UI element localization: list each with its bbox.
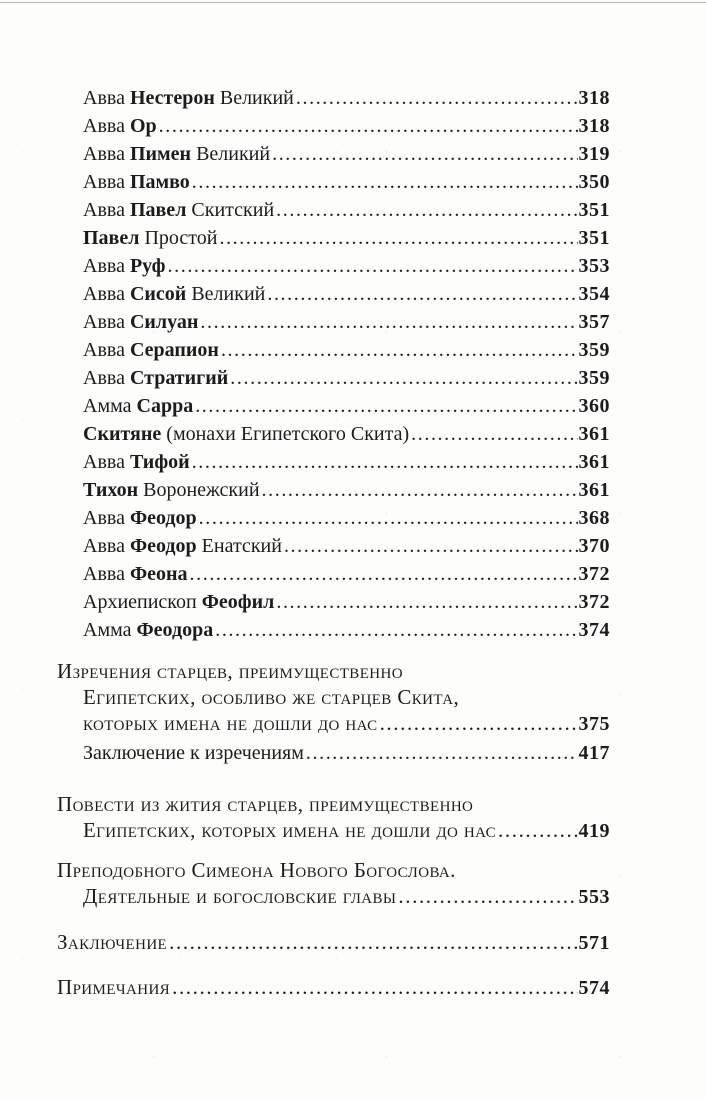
dot-leader bbox=[172, 974, 577, 1000]
page-number: 351 bbox=[578, 227, 610, 249]
page-number: 417 bbox=[578, 742, 610, 764]
entry-name: Серапион bbox=[129, 339, 219, 361]
dot-leader bbox=[192, 168, 578, 196]
entry-name: Павел bbox=[83, 227, 140, 249]
dot-leader bbox=[169, 929, 577, 955]
dot-leader bbox=[200, 308, 577, 336]
toc-entry bbox=[83, 336, 610, 364]
entry-name: Нестерон bbox=[129, 87, 215, 109]
page-number: 354 bbox=[578, 283, 610, 305]
dot-leader bbox=[190, 560, 578, 588]
entry-text: Авва Нестерон Великий bbox=[83, 87, 294, 109]
page-number: 553 bbox=[578, 886, 610, 908]
page-number: 571 bbox=[578, 932, 610, 954]
toc-entry bbox=[83, 448, 610, 476]
entry-name: Феона bbox=[129, 563, 188, 585]
dot-leader bbox=[380, 710, 578, 736]
dot-leader bbox=[296, 84, 578, 112]
dot-leader bbox=[267, 280, 577, 308]
dot-leader bbox=[276, 588, 577, 616]
dot-leader bbox=[272, 140, 577, 168]
entry-text: Авва Ор bbox=[83, 115, 157, 137]
toc-section-izrecheniya bbox=[57, 658, 610, 767]
toc-entry bbox=[83, 420, 610, 448]
page-number: 350 bbox=[578, 171, 610, 193]
dot-leader bbox=[219, 224, 577, 252]
entry-name: Тифой bbox=[129, 451, 190, 473]
entry-text: Авва Серапион bbox=[83, 339, 219, 361]
entry-name: Сисой bbox=[129, 283, 187, 305]
scan-top-edge-artifact bbox=[0, 2, 706, 3]
page-number: 372 bbox=[578, 591, 610, 613]
dot-leader bbox=[192, 448, 578, 476]
dot-leader bbox=[498, 817, 577, 843]
entry-text: Авва Феодор Енатский bbox=[83, 535, 282, 557]
toc-section-primechaniya: Примечания ..... 574 bbox=[57, 974, 610, 1001]
entry-name: Павел bbox=[129, 199, 187, 221]
page-number: 361 bbox=[578, 479, 610, 501]
page-number: 374 bbox=[578, 619, 610, 641]
toc-entry bbox=[83, 112, 610, 140]
toc-entry bbox=[83, 504, 610, 532]
dot-leader bbox=[195, 392, 577, 420]
entry-text: Амма Феодора bbox=[83, 619, 214, 641]
page-number: 375 bbox=[578, 713, 610, 735]
table-of-contents bbox=[57, 84, 610, 1001]
toc-entry bbox=[83, 280, 610, 308]
entry-text: Авва Павел Скитский bbox=[83, 199, 275, 221]
toc-entry bbox=[83, 140, 610, 168]
dot-leader bbox=[159, 112, 578, 140]
toc-entry bbox=[83, 308, 610, 336]
entry-name: Феофил bbox=[201, 591, 275, 613]
page-number: 361 bbox=[578, 451, 610, 473]
toc-entry bbox=[83, 476, 610, 504]
toc-section-povesti bbox=[57, 791, 610, 844]
entry-name: Феодор bbox=[129, 535, 197, 557]
entry-text: Авва Стратигий bbox=[83, 367, 229, 389]
page-number: 370 bbox=[578, 535, 610, 557]
toc-entry bbox=[83, 392, 610, 420]
toc-entry bbox=[83, 252, 610, 280]
entry-name: Ор bbox=[129, 115, 157, 137]
section-heading-line: Деятельные и богословские главы ..... 553 bbox=[83, 883, 610, 910]
entry-text: Авва Пимен Великий bbox=[83, 143, 271, 165]
entry-text: Авва Феона bbox=[83, 563, 188, 585]
entry-name: Стратигий bbox=[129, 367, 229, 389]
dot-leader bbox=[215, 616, 577, 644]
entry-text: Авва Силуан bbox=[83, 311, 199, 333]
page-number: 372 bbox=[578, 563, 610, 585]
entry-name: Скитяне bbox=[83, 423, 162, 445]
section-heading-line: Изречения старцев, преимущественно bbox=[57, 659, 403, 683]
page-number: 419 bbox=[578, 820, 610, 842]
page-number: 368 bbox=[578, 507, 610, 529]
dot-leader bbox=[411, 420, 577, 448]
toc-entry bbox=[83, 532, 610, 560]
page-number: 357 bbox=[578, 311, 610, 333]
dot-leader bbox=[199, 504, 578, 532]
entry-name: Силуан bbox=[129, 311, 199, 333]
page-number: 351 bbox=[578, 199, 610, 221]
dot-leader bbox=[398, 883, 577, 909]
entry-text: Тихон Воронежский bbox=[83, 479, 260, 501]
entry-name: Сарра bbox=[136, 395, 194, 417]
entry-text: Павел Простой bbox=[83, 227, 218, 249]
dot-leader bbox=[262, 476, 578, 504]
toc-entry bbox=[83, 364, 610, 392]
entry-text: Авва Памво bbox=[83, 171, 190, 193]
entry-name: Феодора bbox=[136, 619, 214, 641]
entry-name: Пимен bbox=[129, 143, 192, 165]
page-number: 359 bbox=[578, 339, 610, 361]
toc-entry bbox=[83, 560, 610, 588]
dot-leader bbox=[276, 196, 577, 224]
toc-section-zaklyuchenie: Заключение ..... 571 bbox=[57, 929, 610, 956]
entry-text: Амма Сарра bbox=[83, 395, 194, 417]
section-heading-line: которых имена не дошли до нас ..... 375 bbox=[83, 710, 610, 737]
entry-text: Авва Феодор bbox=[83, 507, 197, 529]
entry-name: Феодор bbox=[129, 507, 197, 529]
section-heading-line: Преподобного Симеона Нового Богослова. bbox=[57, 858, 456, 882]
toc-entry bbox=[83, 84, 610, 112]
page-number: 360 bbox=[578, 395, 610, 417]
toc-section-simeona bbox=[57, 857, 610, 910]
entry-text: Авва Руф bbox=[83, 255, 166, 277]
toc-subentry: Заключение к изречениям ..... 417 bbox=[83, 739, 610, 767]
page-number: 318 bbox=[578, 87, 610, 109]
entry-text: Авва Тифой bbox=[83, 451, 190, 473]
toc-entry bbox=[83, 616, 610, 644]
section-heading-line: Египетских, особливо же старцев Скита, bbox=[83, 685, 460, 709]
entry-text: Архиепископ Феофил bbox=[83, 591, 275, 613]
dot-leader bbox=[284, 532, 578, 560]
toc-entry bbox=[83, 168, 610, 196]
toc-entry bbox=[83, 588, 610, 616]
page-number: 318 bbox=[578, 115, 610, 137]
entry-name: Руф bbox=[129, 255, 166, 277]
entry-text: Авва Сисой Великий bbox=[83, 283, 266, 305]
entry-text: Скитяне (монахи Египетского Скита) bbox=[83, 423, 410, 445]
entry-name: Памво bbox=[129, 171, 190, 193]
page-number: 319 bbox=[578, 143, 610, 165]
dot-leader bbox=[230, 364, 577, 392]
entry-name: Тихон bbox=[83, 479, 139, 501]
section-heading-line: Повести из жития старцев, преимущественно bbox=[57, 792, 474, 816]
dot-leader bbox=[306, 739, 578, 767]
toc-entry bbox=[83, 224, 610, 252]
dot-leader bbox=[221, 336, 578, 364]
dot-leader bbox=[168, 252, 578, 280]
page-number: 359 bbox=[578, 367, 610, 389]
toc-entry bbox=[83, 196, 610, 224]
page-number: 361 bbox=[578, 423, 610, 445]
section-heading-line: Египетских, которых имена не дошли до нас ..... 419 bbox=[83, 817, 610, 844]
page-number: 353 bbox=[578, 255, 610, 277]
page-number: 574 bbox=[578, 977, 610, 999]
